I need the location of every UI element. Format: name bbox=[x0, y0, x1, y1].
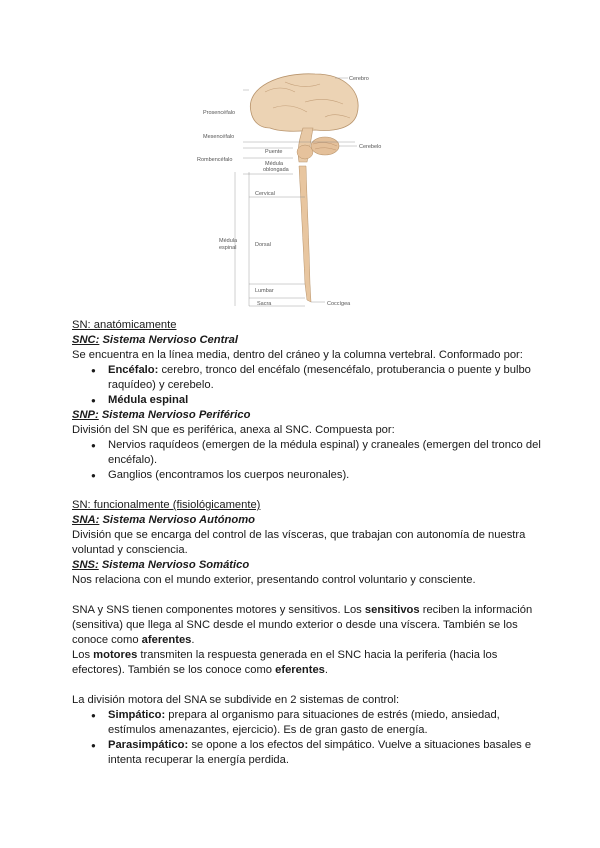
cerebellum-shape bbox=[311, 137, 339, 155]
snp-list bbox=[72, 438, 542, 483]
parasimpatico-text: se opone a los efectos del simpático. Vuelve a situaciones basales e intenta recuperar la energía perdida. bbox=[108, 739, 532, 766]
label-cervical: Cervical bbox=[255, 191, 275, 197]
brain-shape bbox=[250, 74, 358, 131]
medula-espinal-label: Médula espinal bbox=[108, 394, 189, 406]
encefalo-label: Encéfalo: bbox=[108, 364, 159, 376]
label-prosencefalo: Prosencéfalo bbox=[203, 110, 236, 116]
motor-division-intro: La división motora del SNA se subdivide en 2 sistemas de control: bbox=[72, 694, 400, 706]
snc-list bbox=[72, 363, 542, 408]
sns-abbr: SNS: bbox=[72, 559, 99, 571]
label-cerebro: Cerebro bbox=[349, 76, 369, 82]
text-run: SNA y SNS tienen componentes motores y sensitivos. Los bbox=[72, 604, 365, 616]
pons-shape bbox=[297, 145, 313, 159]
sna-heading bbox=[72, 513, 542, 528]
label-medula-espinal-2: espinal bbox=[219, 245, 237, 251]
list-item bbox=[108, 363, 542, 393]
label-medula-espinal-1: Médula bbox=[219, 238, 238, 244]
snp-description: División del SN que es periférica, anexa al SNC. Compuesta por: bbox=[72, 424, 395, 436]
nervous-system-figure bbox=[185, 62, 400, 314]
eferentes-term: eferentes bbox=[275, 664, 325, 676]
sensitivos-paragraph bbox=[72, 603, 542, 648]
label-medula-oblongada-2: oblongada bbox=[263, 167, 289, 173]
sns-name: Sistema Nervioso Somático bbox=[98, 559, 250, 571]
list-item: ● Nervios raquídeos (emergen de la médula espinal) y craneales (emergen del tronco del encéfalo). bbox=[108, 438, 542, 468]
list-item bbox=[108, 738, 542, 768]
snp-abbr: SNP: bbox=[72, 409, 99, 421]
text-run: Los bbox=[72, 649, 94, 661]
sensitivos-term: sensitivos bbox=[364, 604, 420, 616]
snc-heading bbox=[72, 333, 542, 348]
label-rombencefalo: Rombencéfalo bbox=[197, 157, 233, 163]
label-dorsal: Dorsal bbox=[255, 242, 271, 248]
section-title-anatomical: SN: anatómicamente bbox=[72, 319, 177, 331]
spinal-cord-shape bbox=[299, 166, 311, 302]
sna-description: División que se encarga del control de las vísceras, que trabajan con autonomía de nuestra voluntad y consciencia. bbox=[72, 529, 526, 556]
label-mesencefalo: Mesencéfalo bbox=[203, 134, 235, 140]
motores-term: motores bbox=[93, 649, 138, 661]
label-cerebelo: Cerebelo bbox=[359, 144, 382, 150]
text-run: . bbox=[324, 664, 328, 676]
text-run: transmiten la respuesta generada en el SNC hacia la periferia (hacia los efectores). También se los conoce como bbox=[72, 649, 498, 676]
sns-heading bbox=[72, 558, 542, 573]
sns-description: Nos relaciona con el mundo exterior, presentando control voluntario y consciente. bbox=[72, 574, 476, 586]
motor-division-list bbox=[72, 708, 542, 768]
parasimpatico-label: Parasimpático: bbox=[108, 739, 189, 751]
snc-description: Se encuentra en la línea media, dentro del cráneo y la columna vertebral. Conformado por: bbox=[72, 349, 523, 361]
document-body bbox=[72, 318, 542, 768]
list-item: ● Ganglios (encontramos los cuerpos neuronales). bbox=[108, 468, 542, 483]
snp-name: Sistema Nervioso Periférico bbox=[98, 409, 251, 421]
motores-paragraph bbox=[72, 648, 542, 678]
aferentes-term: aferentes bbox=[141, 634, 192, 646]
label-lumbar: Lumbar bbox=[255, 288, 274, 294]
sna-abbr: SNA: bbox=[72, 514, 100, 526]
simpatico-label: Simpático: bbox=[108, 709, 166, 721]
snc-abbr: SNC: bbox=[72, 334, 100, 346]
label-coccigea: Coccígea bbox=[327, 301, 351, 307]
simpatico-text: prepara al organismo para situaciones de estrés (miedo, ansiedad, estímulos amenazantes, ejercicio). Es de gran gasto de energía. bbox=[108, 709, 500, 736]
list-item bbox=[108, 708, 542, 738]
snc-name: Sistema Nervioso Central bbox=[99, 334, 239, 346]
list-item bbox=[108, 393, 542, 408]
section-title-functional: SN: funcionalmente (fisiológicamente) bbox=[72, 499, 261, 511]
sna-name: Sistema Nervioso Autónomo bbox=[99, 514, 255, 526]
label-medula-oblongada-1: Médula bbox=[265, 161, 284, 167]
snp-heading bbox=[72, 408, 542, 423]
encefalo-text: cerebro, tronco del encéfalo (mesencéfalo, protuberancia o puente y bulbo raquídeo) y cerebelo. bbox=[108, 364, 531, 391]
label-puente: Puente bbox=[265, 149, 283, 155]
text-run: . bbox=[191, 634, 195, 646]
label-sacra: Sacra bbox=[257, 301, 272, 307]
text-run: reciben la información (sensitiva) que llega al SNC desde el mundo exterior o desde una víscera. También se los conoce como bbox=[72, 604, 533, 646]
